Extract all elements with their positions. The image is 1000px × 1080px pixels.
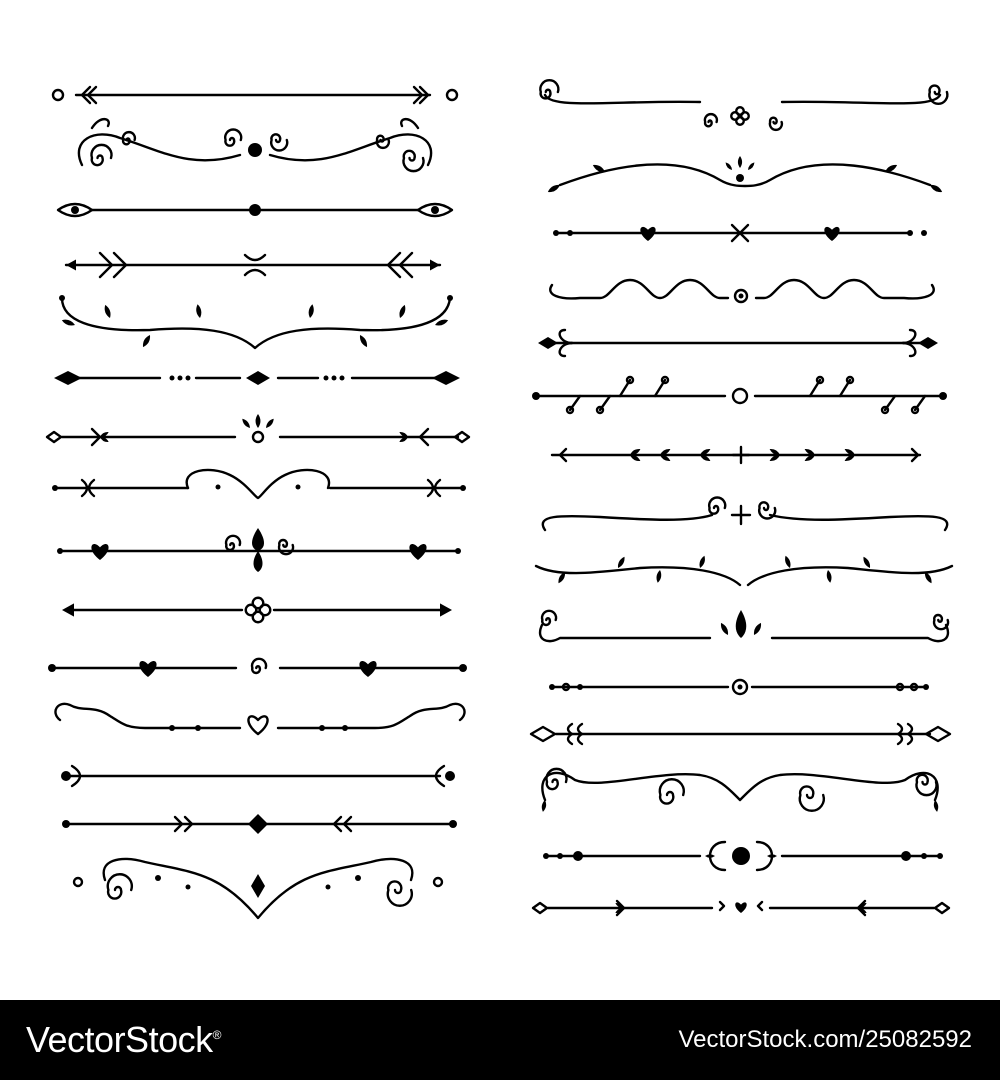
flourish-scroll-divider (79, 119, 431, 171)
fleur-arrow-divider (47, 414, 469, 445)
curly-bracket-divider (52, 470, 466, 498)
arrow-fletching-divider (53, 87, 457, 103)
crescent-divider (61, 766, 455, 786)
heart-arrow-divider (57, 528, 461, 572)
eye-tip-divider (58, 204, 452, 216)
v-flourish-divider (74, 859, 442, 918)
diamond-dots-divider (54, 371, 460, 385)
cupid-arrow-divider (531, 724, 950, 744)
brand-registered-mark: ® (212, 1028, 221, 1042)
petal-scroll-divider (540, 610, 948, 641)
swirl-cross-divider (540, 80, 947, 130)
heart-swirl-divider (55, 704, 464, 734)
heart-crown-divider (533, 901, 949, 915)
double-chevron-divider (62, 814, 457, 834)
leafy-vine-divider (59, 295, 453, 348)
drop-flourish-divider (548, 156, 942, 192)
brand-logo (26, 1019, 221, 1061)
chevron-arrow-divider (66, 253, 440, 277)
branch-divider (532, 377, 947, 413)
brand-name: VectorStock (26, 1019, 213, 1060)
bead-divider (549, 680, 929, 694)
bow-divider (553, 225, 927, 241)
watermark-footer (0, 1000, 1000, 1080)
leaf-vine-divider (536, 556, 952, 585)
leaf-arrow-divider (552, 447, 920, 463)
stock-id: VectorStock.com/25082592 (678, 1026, 972, 1053)
wave-divider (550, 280, 933, 302)
hook-divider (538, 330, 938, 356)
plus-swirl-divider (543, 498, 947, 530)
bud-divider (543, 842, 943, 870)
clover-arrow-divider (62, 598, 452, 623)
spiral-arrow-divider (48, 659, 467, 677)
deep-scroll-divider (542, 769, 938, 812)
